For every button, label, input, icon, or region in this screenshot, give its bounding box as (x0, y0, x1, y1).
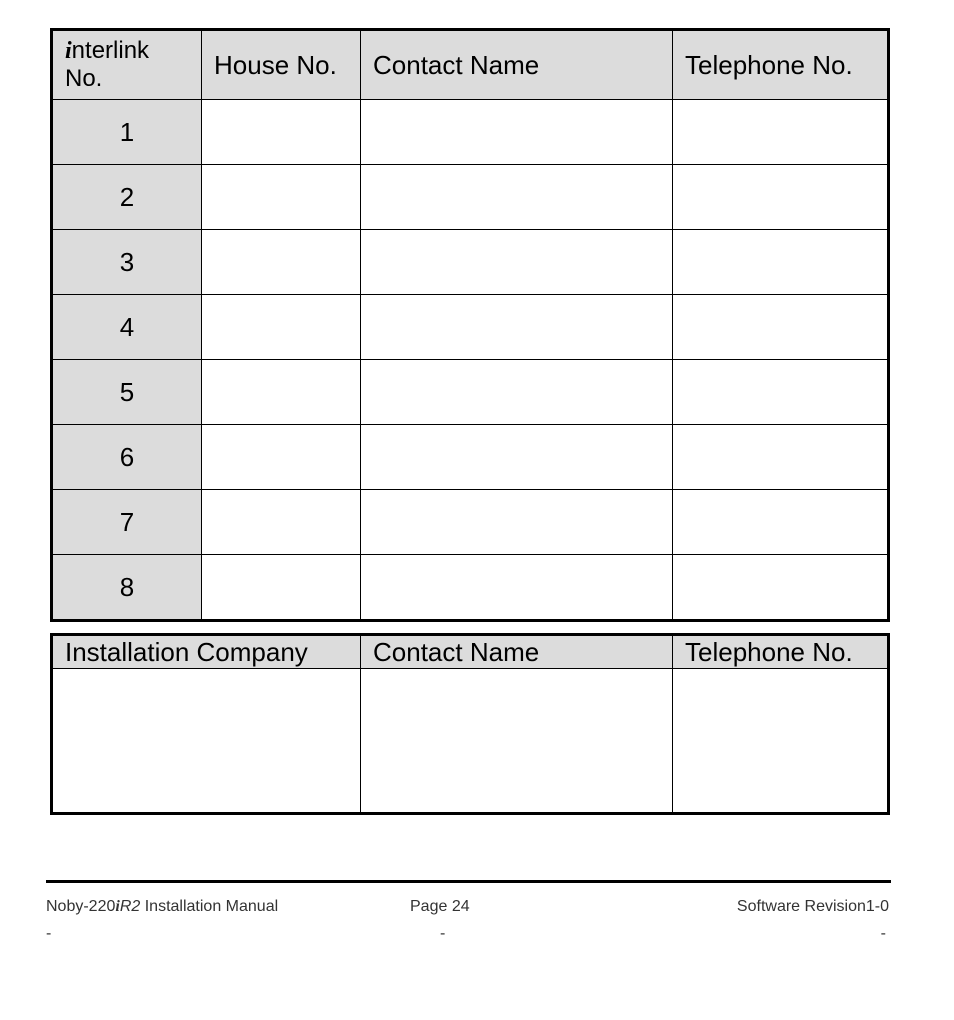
interlink-header-line2: No. (65, 65, 103, 92)
table-row (52, 555, 889, 621)
footer-model-prefix: Noby-220 (46, 898, 116, 915)
interlink-number: 7 (52, 490, 202, 555)
contact-name-cell[interactable] (361, 360, 673, 425)
interlink-header-text: nterlink (71, 37, 150, 64)
installation-company-table (50, 633, 890, 815)
footer-dash-center: - (440, 925, 446, 942)
table-row (52, 100, 889, 165)
table-row (52, 165, 889, 230)
table-row (52, 490, 889, 555)
interlink-number: 3 (52, 230, 202, 295)
house-no-cell[interactable] (202, 165, 361, 230)
header-house-no: House No. (202, 30, 361, 100)
installation-company-cell[interactable] (52, 669, 361, 814)
house-no-cell[interactable] (202, 555, 361, 621)
footer-brand-i: i (115, 898, 120, 915)
contact-name-cell[interactable] (361, 425, 673, 490)
company-header-row (52, 635, 889, 669)
table-row (52, 425, 889, 490)
interlink-table (50, 28, 890, 622)
company-telephone-cell[interactable] (673, 669, 889, 814)
telephone-cell[interactable] (673, 230, 889, 295)
interlink-header-row (52, 30, 889, 100)
telephone-cell[interactable] (673, 425, 889, 490)
interlink-number: 2 (52, 165, 202, 230)
house-no-cell[interactable] (202, 360, 361, 425)
header-telephone-no: Telephone No. (673, 30, 889, 100)
header-company-contact-name: Contact Name (361, 635, 673, 669)
telephone-cell[interactable] (673, 360, 889, 425)
house-no-cell[interactable] (202, 295, 361, 360)
contact-name-cell[interactable] (361, 555, 673, 621)
telephone-cell[interactable] (673, 490, 889, 555)
header-contact-name: Contact Name (361, 30, 673, 100)
telephone-cell[interactable] (673, 165, 889, 230)
table-row (52, 295, 889, 360)
footer-dash-right: - (880, 925, 886, 942)
contact-name-cell[interactable] (361, 165, 673, 230)
house-no-cell[interactable] (202, 230, 361, 295)
footer-dash-left: - (46, 925, 52, 942)
contact-name-cell[interactable] (361, 100, 673, 165)
interlink-number: 8 (52, 555, 202, 621)
table-row (52, 230, 889, 295)
footer-model-suffix: R2 (119, 898, 141, 915)
telephone-cell[interactable] (673, 100, 889, 165)
telephone-cell[interactable] (673, 555, 889, 621)
header-installation-company: Installation Company (52, 635, 361, 669)
table-row (52, 669, 889, 814)
house-no-cell[interactable] (202, 425, 361, 490)
company-contact-name-cell[interactable] (361, 669, 673, 814)
house-no-cell[interactable] (202, 490, 361, 555)
interlink-number: 5 (52, 360, 202, 425)
interlink-number: 4 (52, 295, 202, 360)
header-company-telephone-no: Telephone No. (673, 635, 889, 669)
footer-manual-title (46, 898, 278, 916)
contact-name-cell[interactable] (361, 490, 673, 555)
interlink-number: 6 (52, 425, 202, 490)
footer-page-number: Page 24 (410, 898, 470, 915)
interlink-number: 1 (52, 100, 202, 165)
interlink-brand-i: i (65, 38, 72, 64)
footer-divider (46, 880, 891, 883)
footer-software-revision: Software Revision1-0 (736, 898, 889, 915)
header-interlink-no (52, 30, 202, 100)
house-no-cell[interactable] (202, 100, 361, 165)
telephone-cell[interactable] (673, 295, 889, 360)
contact-name-cell[interactable] (361, 295, 673, 360)
footer-manual-label: Installation Manual (140, 898, 279, 915)
table-row (52, 360, 889, 425)
contact-name-cell[interactable] (361, 230, 673, 295)
